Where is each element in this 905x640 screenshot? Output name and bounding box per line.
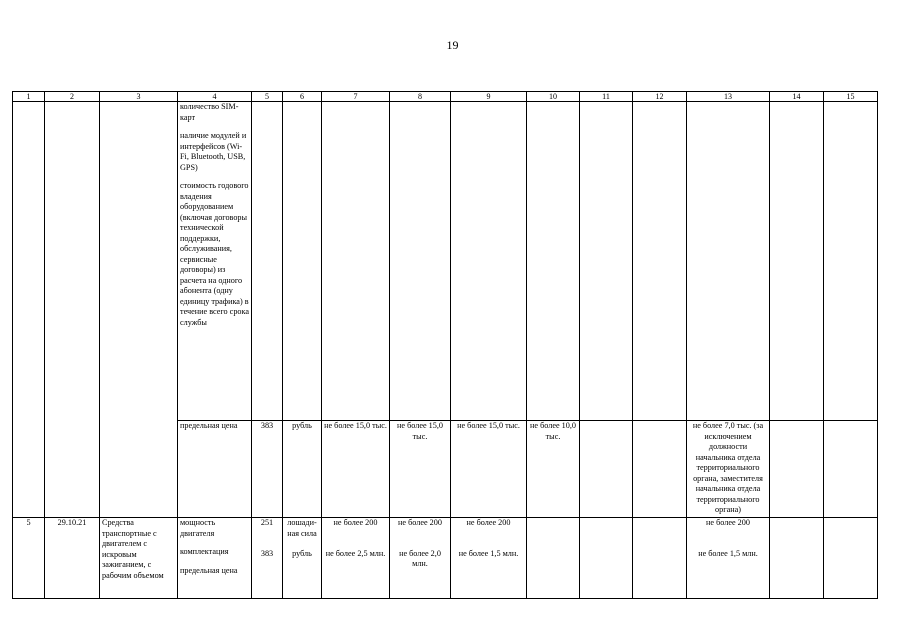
value-cell	[451, 518, 527, 599]
cell-empty	[451, 102, 527, 421]
col-header-12: 12	[633, 92, 687, 102]
cell-empty	[390, 102, 451, 421]
col-header-2: 2	[45, 92, 100, 102]
cell-empty	[770, 102, 824, 421]
col-header-8: 8	[390, 92, 451, 102]
requirements-table	[12, 91, 878, 599]
col-header-7: 7	[322, 92, 390, 102]
table-row	[13, 518, 878, 599]
cell-empty	[13, 102, 45, 518]
cell-empty	[100, 102, 178, 518]
value-price: не более 1,5 млн.	[698, 548, 758, 558]
cell-empty	[252, 102, 283, 421]
value-cell: не более 10,0 тыс.	[527, 421, 580, 518]
value-cell	[390, 518, 451, 599]
value-power: не более 200	[706, 518, 750, 527]
unit-name	[283, 518, 322, 599]
cell-empty	[633, 421, 687, 518]
cell-empty	[580, 518, 633, 599]
okei-code-price: 383	[260, 548, 274, 558]
cell-empty	[580, 421, 633, 518]
okpd-code: 29.10.21	[45, 518, 100, 599]
col-header-9: 9	[451, 92, 527, 102]
price-limit-label: предельная цена	[178, 421, 252, 518]
table-row	[13, 102, 878, 421]
column-number-row	[13, 92, 878, 102]
col-header-6: 6	[283, 92, 322, 102]
value-cell	[687, 518, 770, 599]
col-header-5: 5	[252, 92, 283, 102]
value-cell: не более 15,0 тыс.	[451, 421, 527, 518]
col-header-13: 13	[687, 92, 770, 102]
cell-empty	[527, 102, 580, 421]
cell-empty	[824, 102, 878, 421]
cell-empty	[283, 102, 322, 421]
col-header-1: 1	[13, 92, 45, 102]
value-price: не более 1,5 млн.	[458, 548, 519, 558]
value-cell	[322, 518, 390, 599]
unit-power: лошади-ная сила	[287, 518, 317, 538]
cell-empty	[824, 421, 878, 518]
cell-empty	[633, 102, 687, 421]
item-name: Средства транспортные с двигателем с искровым зажиганием, с рабочим объемом	[100, 518, 178, 599]
value-cell: не более 15,0 тыс.	[322, 421, 390, 518]
cell-empty	[770, 421, 824, 518]
cell-empty	[687, 102, 770, 421]
value-power: не более 200	[333, 518, 378, 527]
cell-empty	[580, 102, 633, 421]
unit-price: рубль	[292, 549, 312, 558]
characteristic-sim-count: количество SIM-карт	[180, 102, 239, 122]
cell-empty	[45, 102, 100, 518]
value-power: не более 200	[398, 518, 442, 527]
value-cell: не более 7,0 тыс. (за исключением должности начальника отдела территориального органа, заместителя начальника отдела территориального органа)	[687, 421, 770, 518]
characteristic-ownership-cost: стоимость годового владения оборудованием (включая договоры технической поддержки, обслуживания, сервисные договоры) из расчета на одного абонента (одну единицу трафика) в течение всего срока службы	[180, 181, 249, 327]
characteristics-cell	[178, 102, 252, 421]
cell-empty	[633, 518, 687, 599]
page-number: 19	[446, 38, 459, 52]
row-number: 5	[13, 518, 45, 599]
col-header-11: 11	[580, 92, 633, 102]
cell-empty	[527, 518, 580, 599]
value-price: не более 2,5 млн.	[325, 548, 386, 558]
col-header-3: 3	[100, 92, 178, 102]
characteristic-modules: наличие модулей и интерфейсов (Wi-Fi, Bluetooth, USB, GPS)	[180, 131, 247, 172]
characteristics-cell	[178, 518, 252, 599]
col-header-15: 15	[824, 92, 878, 102]
okei-code-power: 251	[260, 518, 274, 527]
col-header-4: 4	[178, 92, 252, 102]
cell-empty	[322, 102, 390, 421]
col-header-14: 14	[770, 92, 824, 102]
unit-name: рубль	[283, 421, 322, 518]
value-price: не более 2,0 млн.	[399, 548, 441, 568]
value-power: не более 200	[466, 518, 511, 527]
characteristic-equipment: комплектация	[180, 547, 229, 556]
value-cell: не более 15,0 тыс.	[390, 421, 451, 518]
okei-code	[252, 518, 283, 599]
okei-code: 383	[252, 421, 283, 518]
cell-empty	[770, 518, 824, 599]
cell-empty	[824, 518, 878, 599]
characteristic-price-limit: предельная цена	[180, 565, 238, 575]
col-header-10: 10	[527, 92, 580, 102]
characteristic-engine-power: мощность двигателя	[180, 518, 216, 538]
